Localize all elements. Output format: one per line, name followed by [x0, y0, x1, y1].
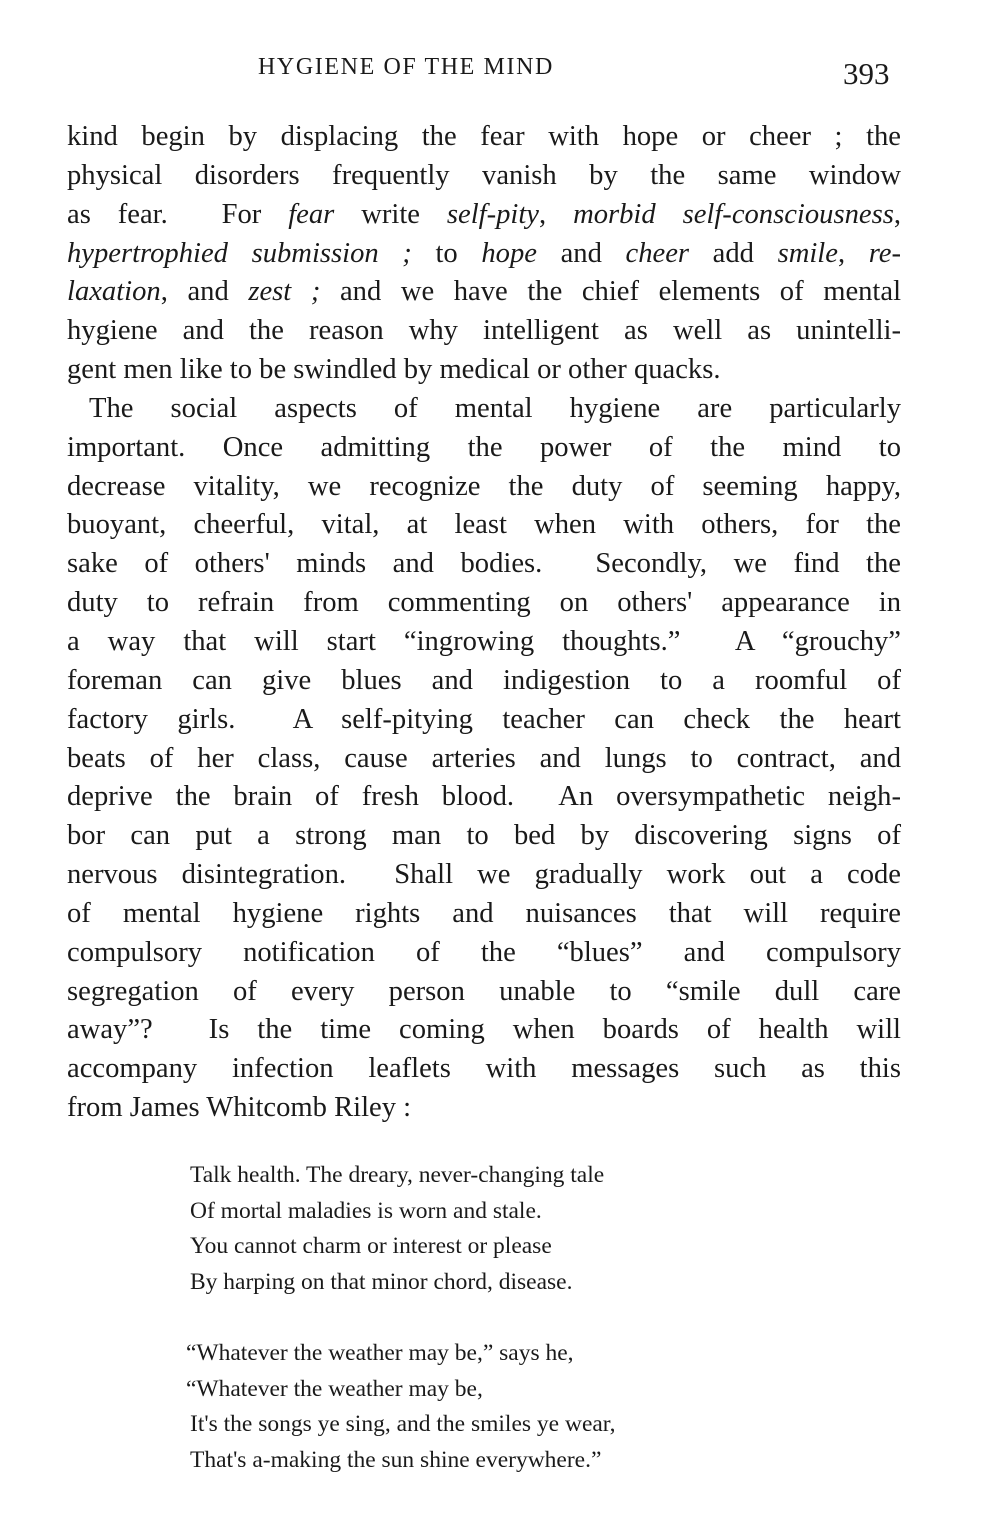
- text-run: kind begin by displacing the fear with hope or cheer ; the: [67, 121, 901, 152]
- text-line: [67, 817, 901, 856]
- text-line: [67, 157, 901, 196]
- text-run: important. Once admitting the power of the mind to: [67, 431, 901, 463]
- text-line: [67, 934, 901, 973]
- text-line: [67, 623, 901, 662]
- poem-line: “Whatever the weather may be,: [186, 1375, 483, 1402]
- text-run: of mental hygiene rights and nuisances that will require: [67, 897, 901, 929]
- text-line: [67, 196, 901, 235]
- poem-line: Talk health. The dreary, never-changing tale: [190, 1162, 605, 1188]
- running-head: [0, 52, 1000, 92]
- italic-text: cheer: [625, 237, 690, 269]
- text-line: [67, 856, 901, 895]
- poem-stanza: [190, 1158, 616, 1300]
- text-run: add: [689, 237, 778, 269]
- text-line: [67, 312, 901, 351]
- text-run: factory girls. A self-pitying teacher can check the heart: [67, 703, 901, 735]
- text-line: [67, 118, 901, 157]
- text-run: sake of others' minds and bodies. Secondly, we find the: [67, 548, 901, 580]
- poem-line: That's a-making the sun shine everywhere.”: [190, 1446, 602, 1473]
- poem-line: It's the songs ye sing, and the smiles ye wear,: [190, 1411, 616, 1437]
- text-run: deprive the brain of fresh blood. An oversympathetic neigh-: [67, 781, 901, 813]
- text-run: The social aspects of mental hygiene are particularly: [89, 392, 901, 424]
- text-run: segregation of every person unable to “smile dull care: [67, 975, 901, 1007]
- text-run: foreman can give blues and indigestion to a roomful of: [67, 664, 901, 696]
- body-text: [67, 118, 901, 1128]
- text-line: [67, 662, 901, 701]
- text-run: write: [334, 198, 447, 230]
- text-run: to: [411, 237, 482, 269]
- text-run: nervous disintegration. Shall we gradually work out a code: [67, 859, 901, 891]
- text-run: physical disorders frequently vanish by the same window: [67, 159, 901, 191]
- text-run: , and: [160, 276, 249, 308]
- text-run: bor can put a strong man to bed by discovering signs of: [67, 820, 901, 852]
- text-line: [67, 235, 901, 274]
- text-run: a way that will start “ingrowing thoughts.” A “grouchy”: [67, 625, 901, 657]
- text-line: [67, 701, 901, 740]
- text-line: [67, 973, 901, 1012]
- text-line: [67, 740, 901, 779]
- text-run: beats of her class, cause arteries and lungs to contract, and: [67, 742, 901, 774]
- page-number: 393: [843, 56, 890, 91]
- text-line: [67, 1011, 901, 1050]
- poem-line: “Whatever the weather may be,” says he,: [186, 1340, 574, 1366]
- italic-text: fear: [288, 198, 335, 230]
- poem-quotation: [186, 1158, 616, 1514]
- text-line: [67, 468, 901, 507]
- italic-text: hypertrophied submission ;: [67, 237, 412, 269]
- text-line: [67, 1089, 901, 1128]
- text-run: buoyant, cheerful, vital, at least when with others, for the: [67, 509, 901, 541]
- text-run: hygiene and the reason why intelligent as well as unintelli-: [67, 315, 901, 347]
- text-run: gent men like to be swindled by medical or other quacks.: [67, 354, 721, 386]
- text-run: ,: [893, 198, 901, 230]
- poem-line: By harping on that minor chord, disease.: [190, 1268, 573, 1295]
- text-run: and: [536, 237, 626, 269]
- poem-stanza: [186, 1336, 616, 1478]
- text-line: [67, 506, 901, 545]
- text-run: duty to refrain from commenting on others' appearance in: [67, 587, 901, 619]
- poem-line: Of mortal maladies is worn and stale.: [190, 1197, 542, 1224]
- text-run: ,: [538, 198, 574, 230]
- italic-text: smile: [777, 237, 838, 269]
- text-run: away”? Is the time coming when boards of health will: [67, 1014, 901, 1046]
- italic-text: re-: [868, 237, 901, 269]
- text-line: [67, 1050, 901, 1089]
- text-run: accompany infection leaflets with messages such as this: [67, 1053, 901, 1085]
- text-run: decrease vitality, we recognize the duty of seeming happy,: [67, 470, 901, 502]
- text-run: from James Whitcomb Riley :: [67, 1092, 412, 1124]
- text-run: and we have the chief elements of mental: [320, 276, 902, 308]
- paragraph: [67, 118, 901, 390]
- paragraph: [67, 390, 901, 1128]
- running-head-title: HYGIENE OF THE MIND: [258, 54, 554, 80]
- italic-text: zest ;: [248, 276, 321, 308]
- poem-line: You cannot charm or interest or please: [190, 1233, 552, 1259]
- text-line: [67, 584, 901, 623]
- text-line: [67, 545, 901, 584]
- text-run: ,: [837, 237, 869, 269]
- text-line: [67, 273, 901, 312]
- text-run: compulsory notification of the “blues” and compulsory: [67, 936, 901, 968]
- italic-text: laxation: [67, 276, 161, 308]
- italic-text: self-pity: [446, 198, 539, 230]
- italic-text: morbid self-consciousness: [573, 198, 894, 230]
- text-line: [67, 429, 901, 468]
- text-run: as fear. For: [67, 198, 289, 230]
- italic-text: hope: [481, 237, 537, 269]
- text-line: [67, 351, 901, 390]
- text-line: [67, 390, 901, 429]
- text-line: [67, 778, 901, 817]
- text-line: [67, 895, 901, 934]
